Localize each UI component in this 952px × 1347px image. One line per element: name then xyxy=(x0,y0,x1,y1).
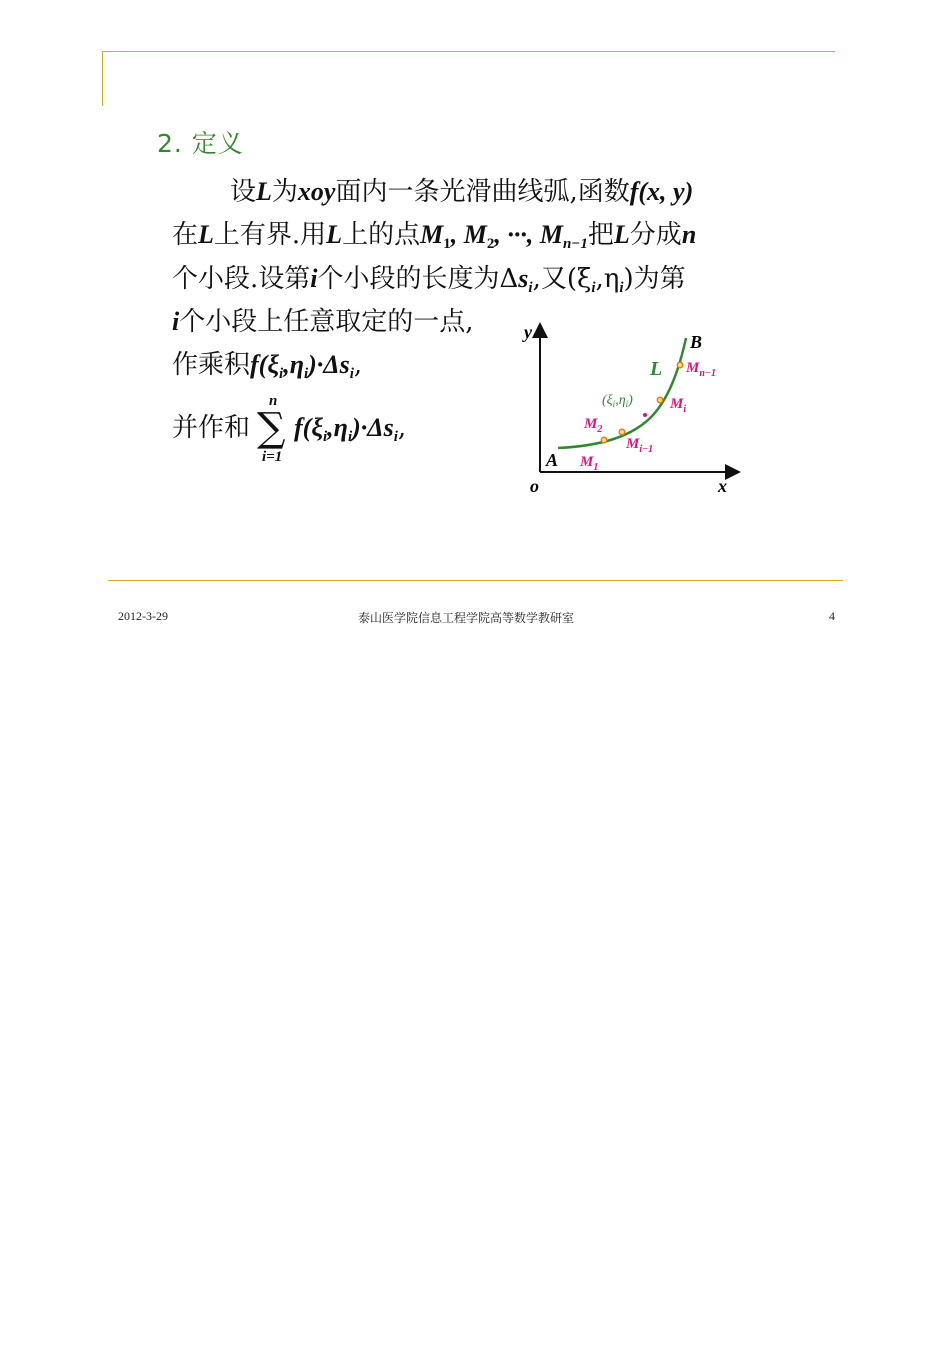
top-rule xyxy=(102,51,835,52)
label-Mi-1: $M_{i-1}$ xyxy=(626,436,654,455)
label-M2: $M_2$ xyxy=(584,416,603,435)
paragraph-line-1: 设L为xoy面内一条光滑曲线弧,函数f(x, y) xyxy=(230,177,694,207)
label-B: B xyxy=(690,332,703,352)
curve-label: L xyxy=(650,358,663,380)
paragraph-line-2: 在L上有界.用L上的点$M_1$, $M_2$, ···, $M_{n-1}$把L分成n xyxy=(172,220,697,252)
point-xi-eta xyxy=(643,413,647,417)
point-M2 xyxy=(601,437,607,443)
label-xi-eta: $(\xi_i,\eta_i)$ xyxy=(602,393,633,409)
label-Mn-1: $M_{n-1}$ xyxy=(686,360,716,379)
x-axis-label: x xyxy=(718,476,727,496)
label-A: A xyxy=(546,450,559,470)
footer-institution: 泰山医学院信息工程学院高等数学教研室 xyxy=(358,611,575,625)
point-Mi-1 xyxy=(619,429,625,435)
origin-label: o xyxy=(530,476,539,496)
bottom-rule xyxy=(108,580,843,581)
sum-expression: 并作和 n ∑ i=1 $f(\xi_i,\eta_i)\cdot\Delta s_i$, xyxy=(172,393,407,465)
label-Mi: $M_i$ xyxy=(670,396,687,415)
point-Mn-1 xyxy=(677,362,683,368)
y-axis-label: y xyxy=(524,322,532,342)
label-M1: $M_1$ xyxy=(580,454,599,473)
point-Mi xyxy=(657,397,663,403)
footer-page-number: 4 xyxy=(829,609,835,623)
paragraph-line-3: 个小段.设第i个小段的长度为$\Delta s_i$,又$(\xi_i,\eta_i)$为第 xyxy=(172,264,686,296)
paragraph-line-5: 作乘积$f(\xi_i,\eta_i)\cdot\Delta s_i$, xyxy=(172,350,363,382)
section-heading: 2. 定义 xyxy=(157,129,244,158)
footer-date: 2012-3-29 xyxy=(118,609,168,623)
sigma-symbol: ∑ xyxy=(257,405,286,451)
paragraph-line-4: i个小段上任意取定的一点, xyxy=(172,307,474,337)
curve-diagram xyxy=(518,320,748,500)
left-rule xyxy=(102,51,103,106)
